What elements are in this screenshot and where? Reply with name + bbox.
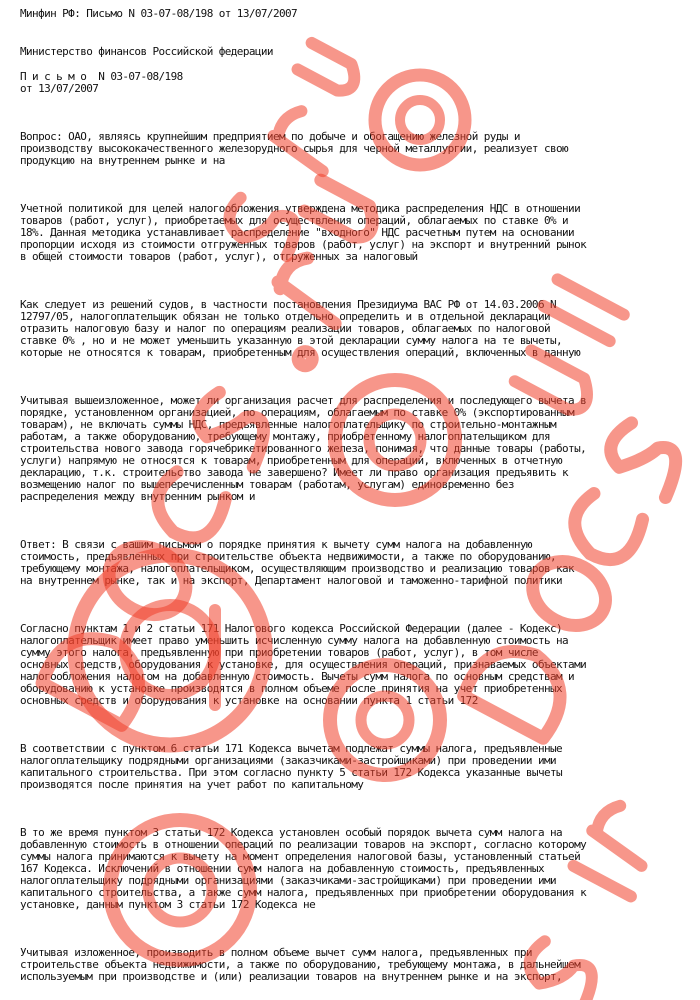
paragraph-line: 18%. Данная методика устанавливает распределение "входного" НДС расчетным путем на основании — [20, 226, 575, 239]
paragraph-line: налогоплательщику подрядными организациями (заказчиками-застройщиками) при проведении ими — [20, 874, 557, 887]
paragraph-line: Учитывая вышеизложенное, может ли организация расчет для распределения и последующего вычета в — [20, 394, 587, 407]
paragraph-line: услуги) напрямую не относятся к товарам, приобретенным для операций, включенных в отчетную — [20, 454, 563, 467]
paragraph-line: требующему монтажа, налогоплательщиком, осуществляющим производство и реализацию товаров как — [20, 562, 575, 575]
header-line: Минфин РФ: Письмо N 03-07-08/198 от 13/07/2007 — [20, 7, 298, 20]
paragraph-line: Ответ: В связи с вашим письмом о порядке принятия к вычету сумм налога на добавленную — [20, 538, 532, 551]
paragraph-line: 12797/05, налогоплательщик обязан не только отдельно определить и в отдельной декларации — [20, 310, 550, 323]
paragraph-line: на внутреннем рынке, так и на экспорт, Департамент налоговой и таможенно-тарифной политики — [20, 574, 563, 587]
paragraph-line: производству высококачественного железорудного сырья для черной металлургии, реализует свою — [20, 142, 569, 155]
paragraph-line: 167 Кодекса. Исключений в отношении сумм налога на добавленную стоимость, предъявленных — [20, 862, 544, 875]
paragraph-line: работам, а также оборудованию, требующему монтажу, приобретенному налогоплательщиком для — [20, 430, 550, 443]
paragraph-line: основных средств, оборудования к установке, для осуществления операций, признаваемых объектами — [20, 658, 587, 671]
paragraph-line: товарам), не включать суммы НДС, предъявленные налогоплательщику по строительно-монтажным — [20, 418, 557, 431]
paragraph-line: суммы налога принимаются к вычету на момент определения налоговой базы, установленный статьей — [20, 850, 581, 863]
paragraph-line: Вопрос: ОАО, являясь крупнейшим предприятием по добыче и обогащению железной руды и — [20, 130, 520, 143]
paragraph-line: Как следует из решений судов, в частности постановления Президиума ВАС РФ от 14.03.2006 N — [20, 298, 557, 311]
paragraph-line: в общей стоимости товаров (работ, услуг), отгруженных за налоговый — [20, 250, 418, 263]
paragraph-line: налогоплательщик имеет право уменьшить исчисленную сумму налога на добавленную стоимость на — [20, 634, 569, 647]
paragraph-line: установке, данным пунктом 3 статьи 172 Кодекса не — [20, 898, 316, 911]
paragraph-line: используемым при производстве и (или) реализации товаров на внутреннем рынке и на экспорт, — [20, 970, 563, 983]
paragraph-line: продукцию на внутреннем рынке и на — [20, 154, 225, 167]
paragraph-line: пропорции исходя из стоимости отгруженных товаров (работ, услуг) на экспорт и внутренний рынок — [20, 238, 587, 251]
paragraph-line: стоимость, предъявленных при строительстве объекта недвижимости, а также по оборудованию, — [20, 550, 557, 563]
paragraph-line: налогообложения налогом на добавленную стоимость. Вычеты сумм налога по основным средствам и — [20, 670, 575, 683]
paragraph-line: В соответствии с пунктом 6 статьи 171 Кодекса вычетам подлежат суммы налога, предъявленные — [20, 742, 563, 755]
letter-date: от 13/07/2007 — [20, 82, 99, 95]
paragraph-line: производятся после принятия на учет работ по капитальному — [20, 778, 364, 791]
paragraph-line: ставке 0% , но и не может уменьшить указанную в этой декларации сумму налога на те вычеты, — [20, 334, 563, 347]
paragraph-line: капитального строительства, а также сумм налога, предъявленных при приобретении оборудования к — [20, 886, 587, 899]
paragraph-line: налогоплательщику подрядными организациями (заказчиками-застройщиками) при проведении ими — [20, 754, 557, 767]
paragraph-line: распределения между внутренним рынком и — [20, 490, 255, 503]
paragraph-line: добавленную стоимость в отношении операций по реализации товаров на экспорт, согласно которому — [20, 838, 587, 851]
paragraph-line: строительстве объекта недвижимости, а также по оборудованию, требующему монтажа, в дальнейшем — [20, 958, 581, 971]
ministry-name: Министерство финансов Российской федерации — [20, 45, 273, 58]
paragraph-line: Учетной политикой для целей налогообложения утверждена методика распределения НДС в отношении — [20, 202, 581, 215]
paragraph-line: капитального строительства. При этом согласно пункту 5 статьи 172 Кодекса указанные вычеты — [20, 766, 563, 779]
paragraph-line: В то же время пунктом 3 статьи 172 Кодекса установлен особый порядок вычета сумм налога на — [20, 826, 563, 839]
paragraph-line: строительства нового завода горячебрикетированного железа, понимая, что данные товары (работы, — [20, 442, 587, 455]
paragraph-line: Учитывая изложенное, производить в полном объеме вычет сумм налога, предъявленных при — [20, 946, 532, 959]
letter-number: П и с ь м о N 03-07-08/198 — [20, 70, 183, 83]
paragraph-line: Согласно пунктам 1 и 2 статьи 171 Налогового кодекса Российской Федерации (далее - Кодекс) — [20, 622, 563, 635]
paragraph-line: возмещению налог по вышеперечисленным товарам (работам, услугам) единовременно без — [20, 478, 514, 491]
paragraph-line: которые не относятся к товарам, приобретенным для осуществления операций, включенных в данную — [20, 346, 581, 359]
paragraph-line: основных средств и оборудования к установке на основании пункта 1 статьи 172 — [20, 694, 478, 707]
paragraph-line: отразить налоговую базу и налог по операциям реализации товаров, облагаемых по налоговой — [20, 322, 550, 335]
paragraph-line: декларацию, т.к. строительство завода не завершено? Имеет ли право организация предъявить к — [20, 466, 569, 479]
paragraph-line: сумму этого налога, предъявленную при приобретении товаров (работ, услуг), в том числе — [20, 646, 538, 659]
paragraph-line: оборудованию к установке производятся в полном объеме после принятия на учет приобретенных — [20, 682, 563, 695]
paragraph-line: товаров (работ, услуг), приобретаемых для осуществления операций, облагаемых по ставке 0% и — [20, 214, 569, 227]
paragraph-line: порядке, установленном организацией, по операциям, облагаемым по ставке 0% (экспортированным — [20, 406, 575, 419]
